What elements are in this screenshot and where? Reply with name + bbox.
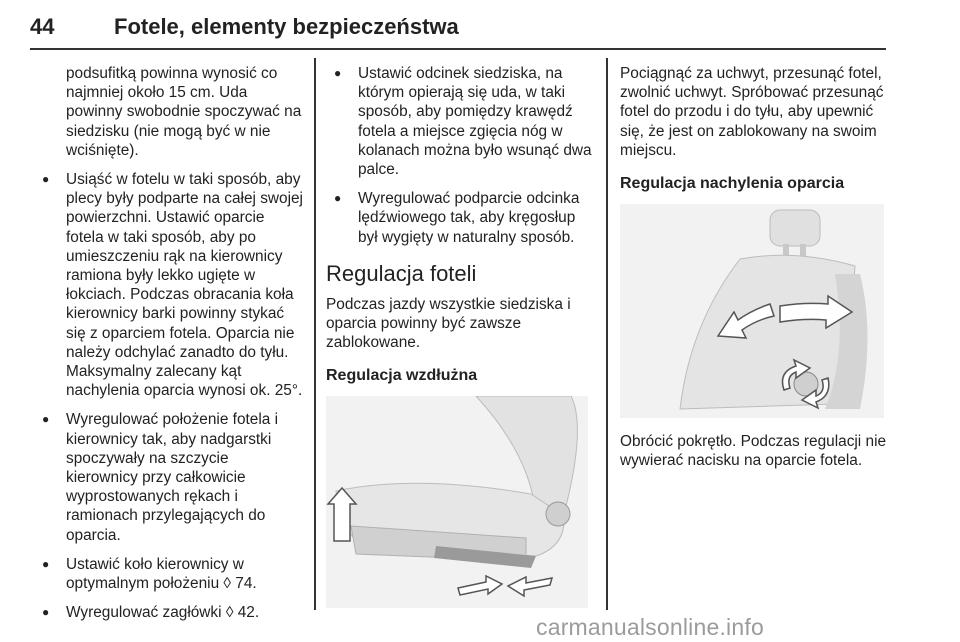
column-divider-1 [314,58,316,610]
header-divider [30,48,886,50]
list-item: ● Ustawić koło kierownicy w optymalnym położeniu ◊ 74. [34,555,304,593]
column-3 [620,64,890,480]
bullet-list-1 [34,170,304,622]
watermark: carmanualsonline.info [536,614,764,640]
backrest-recline-illustration [620,204,884,418]
list-item: ● Ustawić odcinek siedziska, na którym opierają się uda, w taki sposób, aby pomiędzy krawędź fotela a miejsce zgięcia nóg w kolanach można było wsunąć dwa palce. [326,64,596,179]
list-item: ● Wyregulować położenie fotela i kierownicy tak, aby nadgarstki spoczywały na szczycie kierownicy przy całkowicie wyprostowanych rękach i ramionach przylegających do oparcia. [34,410,304,544]
continuation-text: podsufitką powinna wynosić co najmniej około 15 cm. Uda powinny swobodnie spoczywać na siedzisku (nie mogą być w nie wciśnięte). [66,65,302,159]
list-item: ● Wyregulować podparcie odcinka lędźwiowego tak, aby kręgosłup był wygięty w naturalny sposób. [326,189,596,247]
section-heading: Regulacja foteli [326,260,477,286]
column-1 [34,64,304,632]
bullet-list-2 [326,64,596,247]
figure-caption: Obrócić pokrętło. Podczas regulacji nie wywierać nacisku na oparcie fotela. [620,433,887,470]
seat-icon [326,396,588,608]
column-2 [326,64,596,608]
page-number: 44 [30,14,55,39]
column-divider-2 [606,58,608,610]
subheading-longitudinal: Regulacja wzdłużna [326,367,478,385]
subheading-recline: Regulacja nachylenia oparcia [620,175,845,193]
intro-text: Pociągnąć za uchwyt, przesunąć fotel, zwolnić uchwyt. Spróbować przesunąć fotel do przodu i do tyłu, aby upewnić się, że jest on zablokowany na swoim miejscu. [620,65,884,159]
list-item: ● Wyregulować zagłówki ◊ 42. [34,603,304,622]
page-title: Fotele, elementy bezpieczeństwa [114,14,459,39]
recline-icon [620,204,884,418]
list-item: ● Usiąść w fotelu w taki sposób, aby plecy były podparte na całej swojej powierzchni. Ustawić oparcie fotela w taki sposób, aby po umieszczeniu rąk na kierownicy ramiona były lekko ugięte w łokciach. Podczas obracania koła kierownicy barki powinny stykać się z oparciem fotela. Oparcia nie należy odchylać zanadto do tyłu. Maksymalny zalecany kąt nachylenia oparcia wynosi ok. 25°. [34,170,304,400]
section-text: Podczas jazdy wszystkie siedziska i oparcia powinny być zawsze zablokowane. [326,295,571,352]
seat-longitudinal-adjust-illustration [326,396,588,608]
